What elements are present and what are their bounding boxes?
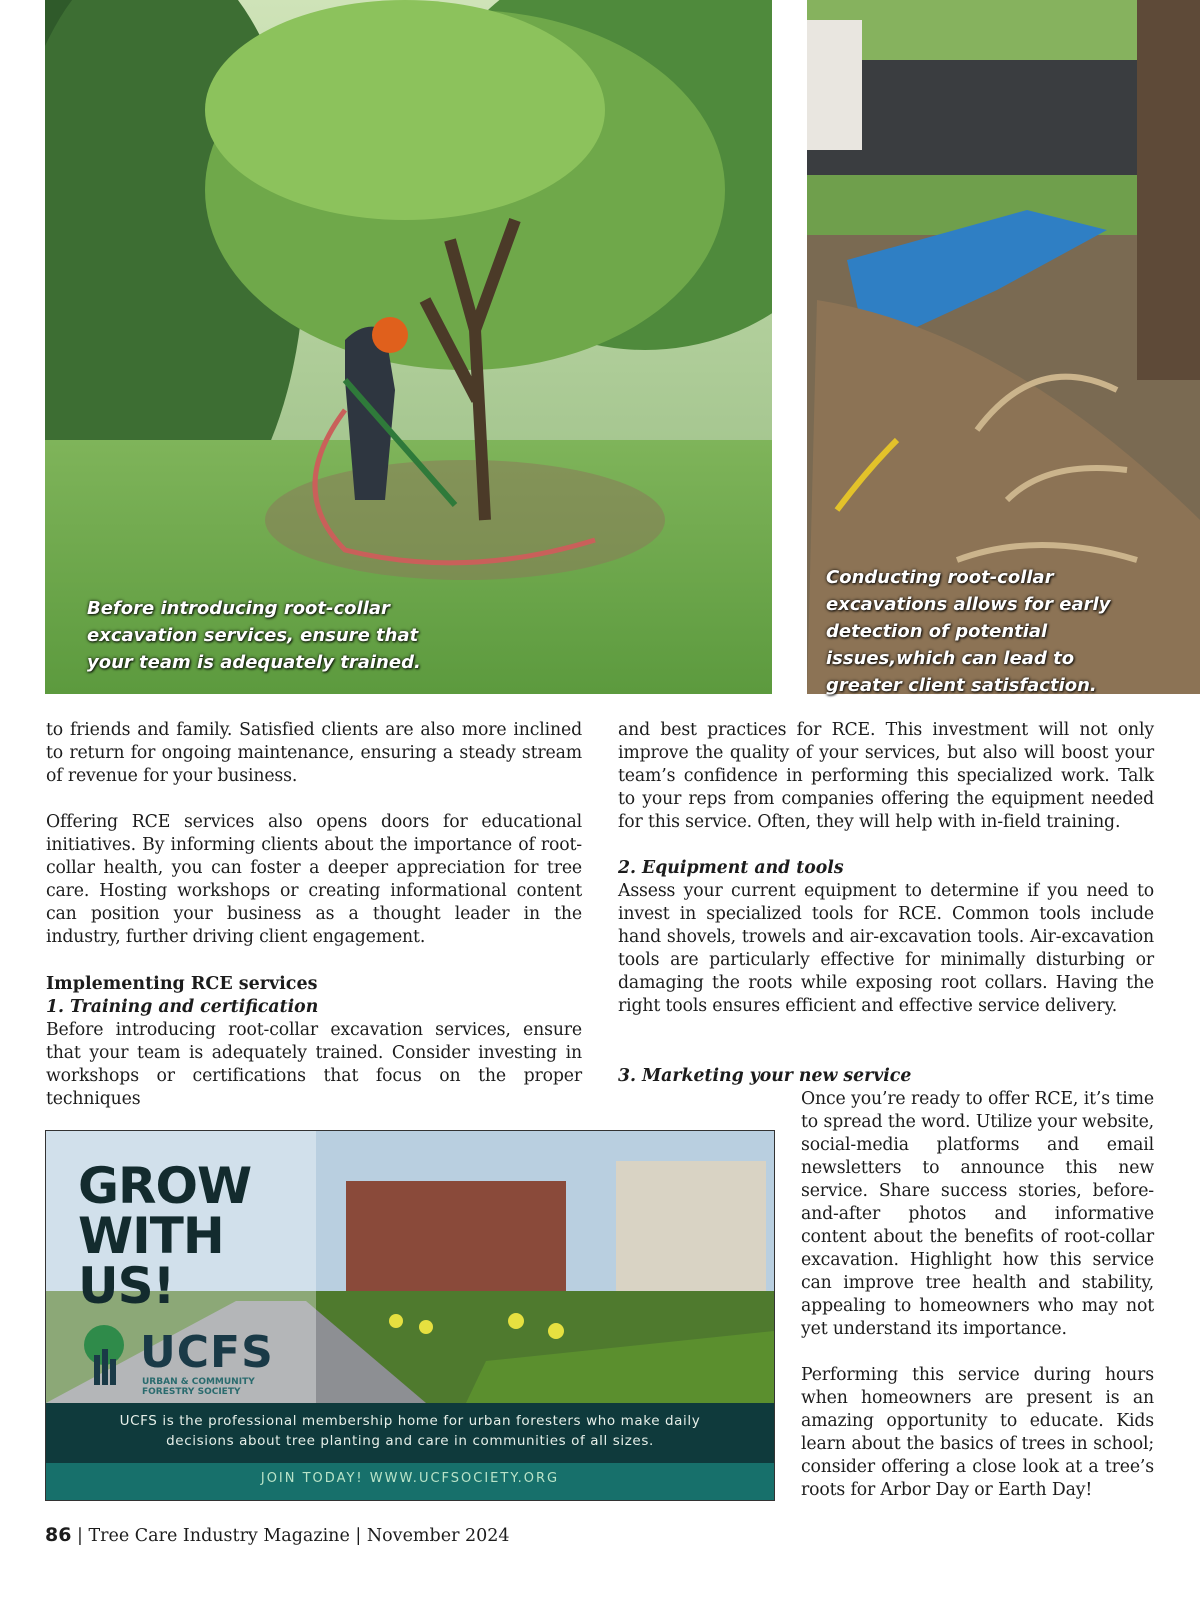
subheading-equipment: 2. Equipment and tools — [618, 858, 844, 878]
article-paragraph: Before introducing root-collar excavation services, ensure that your team is adequately trained. Consider investing in workshops or certifications that focus on the proper techniques — [46, 1020, 582, 1109]
ad-headline: GROW WITH US! — [78, 1157, 252, 1315]
footer-publication: | Tree Care Industry Magazine | November 2024 — [71, 1526, 510, 1546]
ad-brand-subtitle: URBAN & COMMUNITY FORESTRY SOCIETY — [142, 1377, 255, 1397]
article-paragraph: and best practices for RCE. This investment will not only improve the quality of your services, but also will boost your team’s confidence in performing this specialized work. Talk to your reps from companies offering the equipment needed for this service. Often, they will help with in-field training. — [618, 720, 1154, 832]
ucfs-advertisement[interactable] — [45, 1130, 775, 1501]
article-paragraph: Offering RCE services also opens doors for educational initiatives. By informing clients about the importance of root-collar health, you can foster a deeper appreciation for tree care. Hosting workshops or creating informational content can position your business as a thought leader in the industry, further driving client engagement. — [46, 812, 582, 947]
tree-worker-photo — [45, 0, 772, 694]
article-paragraph: Assess your current equipment to determine if you need to invest in specialized tools for RCE. Common tools include hand shovels, trowels and air-excavation tools. Air-excavation tools are particularly effective for minimally disturbing or damaging the roots while exposing root collars. Having the right tools ensures efficient and effective service delivery. — [618, 881, 1154, 1016]
ad-description: UCFS is the professional membership home for urban foresters who make daily decisions about tree planting and care in communities of all sizes. — [119, 1413, 701, 1449]
left-photo-caption: Before introducing root-collar excavation services, ensure that your team is adequately trained. — [87, 598, 421, 673]
ad-brand: UCFS — [140, 1327, 274, 1378]
subheading-training: 1. Training and certification — [46, 997, 319, 1017]
ad-join-link[interactable]: JOIN TODAY! WWW.UCFSOCIETY.ORG — [260, 1471, 560, 1486]
subheading-marketing: 3. Marketing your new service — [618, 1066, 912, 1086]
article-paragraph: to friends and family. Satisfied clients are also more inclined to return for ongoing maintenance, ensuring a steady stream of revenue for your business. — [46, 720, 582, 786]
ucfs-logo-icon — [80, 1321, 128, 1391]
article-paragraph: Performing this service during hours when homeowners are present is an amazing opportunity to educate. Kids learn about the basics of trees in school; consider offering a close look at a tree’s roots for Arbor Day or Earth Day! — [801, 1365, 1154, 1500]
page-number: 86 — [45, 1524, 72, 1546]
article-paragraph: Once you’re ready to offer RCE, it’s time to spread the word. Utilize your website, social-media platforms and email newsletters to announce this new service. Share success stories, before-and-after photos and informative content about the benefits of root-collar excavation. Highlight how this service can improve tree health and stability, appealing to homeowners who may not yet understand its importance. — [801, 1089, 1154, 1339]
page-footer — [45, 1524, 510, 1546]
right-photo-caption: Conducting root-collar excavations allows for early detection of potential issues,which can lead to greater client satisfaction. — [826, 567, 1111, 696]
section-heading: Implementing RCE services — [46, 974, 318, 994]
